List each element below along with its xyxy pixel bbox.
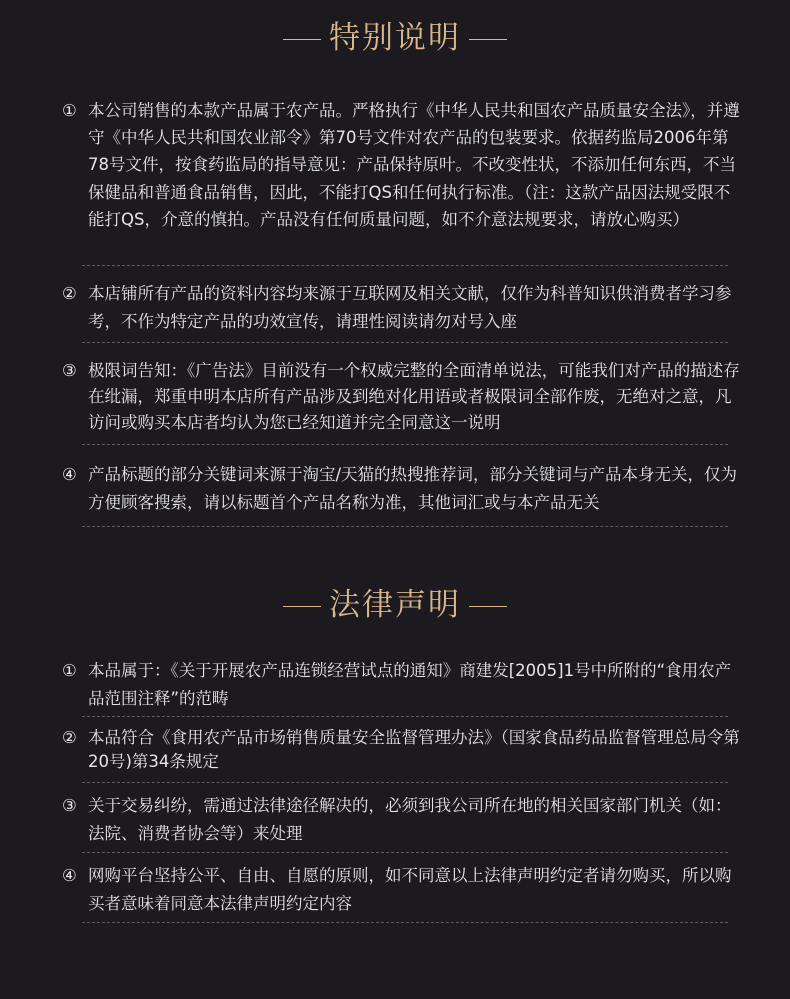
item-number: ④ [62, 866, 77, 885]
item-number: ③ [62, 361, 77, 380]
special-item-3 [62, 358, 742, 436]
legal-item-2 [62, 726, 742, 774]
item-text: 极限词告知：《广告法》目前没有一个权威完整的全面清单说法，可能我们对产品的描述存在纰漏，郑重申明本店所有产品涉及到绝对化用语或者极限词全部作废，无绝对之意，凡访问或购买本店者均认为您已经知道并完全同意这一说明 [88, 361, 740, 432]
divider [82, 526, 728, 527]
title-left-dash [283, 606, 321, 607]
item-number: ② [62, 284, 77, 303]
divider [82, 342, 728, 343]
special-item-1 [62, 97, 742, 233]
item-text: 网购平台坚持公平、自由、自愿的原则，如不同意以上法律声明约定者请勿购买，所以购买者意味着同意本法律声明约定内容 [88, 866, 732, 913]
item-text: 本公司销售的本款产品属于农产品。严格执行《中华人民共和国农产品质量安全法》，并遵守《中华人民共和国农业部令》第70号文件对农产品的包装要求。依据药监局2006年第78号文件，按食药监局的指导意见：产品保持原叶。不改变性状，不添加任何东西，不当保健品和普通食品销售，因此，不能打QS和任何执行标准。（注：这款产品因法规受限不能打QS，介意的慎拍。产品没有任何质量问题，如不介意法规要求，请放心购买） [88, 101, 740, 229]
item-number: ① [62, 101, 77, 120]
special-title-text: 特别说明 [329, 20, 461, 56]
special-section-title [0, 18, 790, 58]
item-text: 关于交易纠纷，需通过法律途径解决的，必须到我公司所在地的相关国家部门机关（如：法院、消费者协会等）来处理 [88, 796, 732, 843]
special-item-4 [62, 461, 742, 517]
title-left-dash [283, 39, 321, 40]
legal-title-text: 法律声明 [329, 587, 461, 623]
item-number: ① [62, 661, 77, 680]
divider [82, 265, 728, 266]
legal-item-4 [62, 862, 742, 918]
item-number: ④ [62, 465, 77, 484]
title-right-dash [469, 39, 507, 40]
divider [82, 716, 728, 717]
item-text: 产品标题的部分关键词来源于淘宝/天猫的热搜推荐词，部分关键词与产品本身无关，仅为方便顾客搜索，请以标题首个产品名称为准，其他词汇或与本产品无关 [88, 465, 738, 512]
divider [82, 444, 728, 445]
item-text: 本店铺所有产品的资料内容均来源于互联网及相关文献，仅作为科普知识供消费者学习参考，不作为特定产品的功效宣传，请理性阅读请勿对号入座 [88, 284, 732, 331]
legal-section-title [0, 585, 790, 625]
divider [82, 852, 728, 853]
item-number: ③ [62, 796, 77, 815]
divider [82, 922, 728, 923]
item-text: 本品属于：《关于开展农产品连锁经营试点的通知》商建发[2005]1号中所附的“食用农产品范围注释”的范畴 [88, 661, 732, 708]
divider [82, 782, 728, 783]
title-right-dash [469, 606, 507, 607]
item-number: ② [62, 728, 77, 747]
item-text: 本品符合《食用农产品市场销售质量安全监督管理办法》（国家食品药品监督管理总局令第20号)第34条规定 [88, 728, 740, 771]
legal-item-3 [62, 792, 742, 848]
legal-item-1 [62, 657, 738, 713]
special-item-2 [62, 280, 742, 336]
